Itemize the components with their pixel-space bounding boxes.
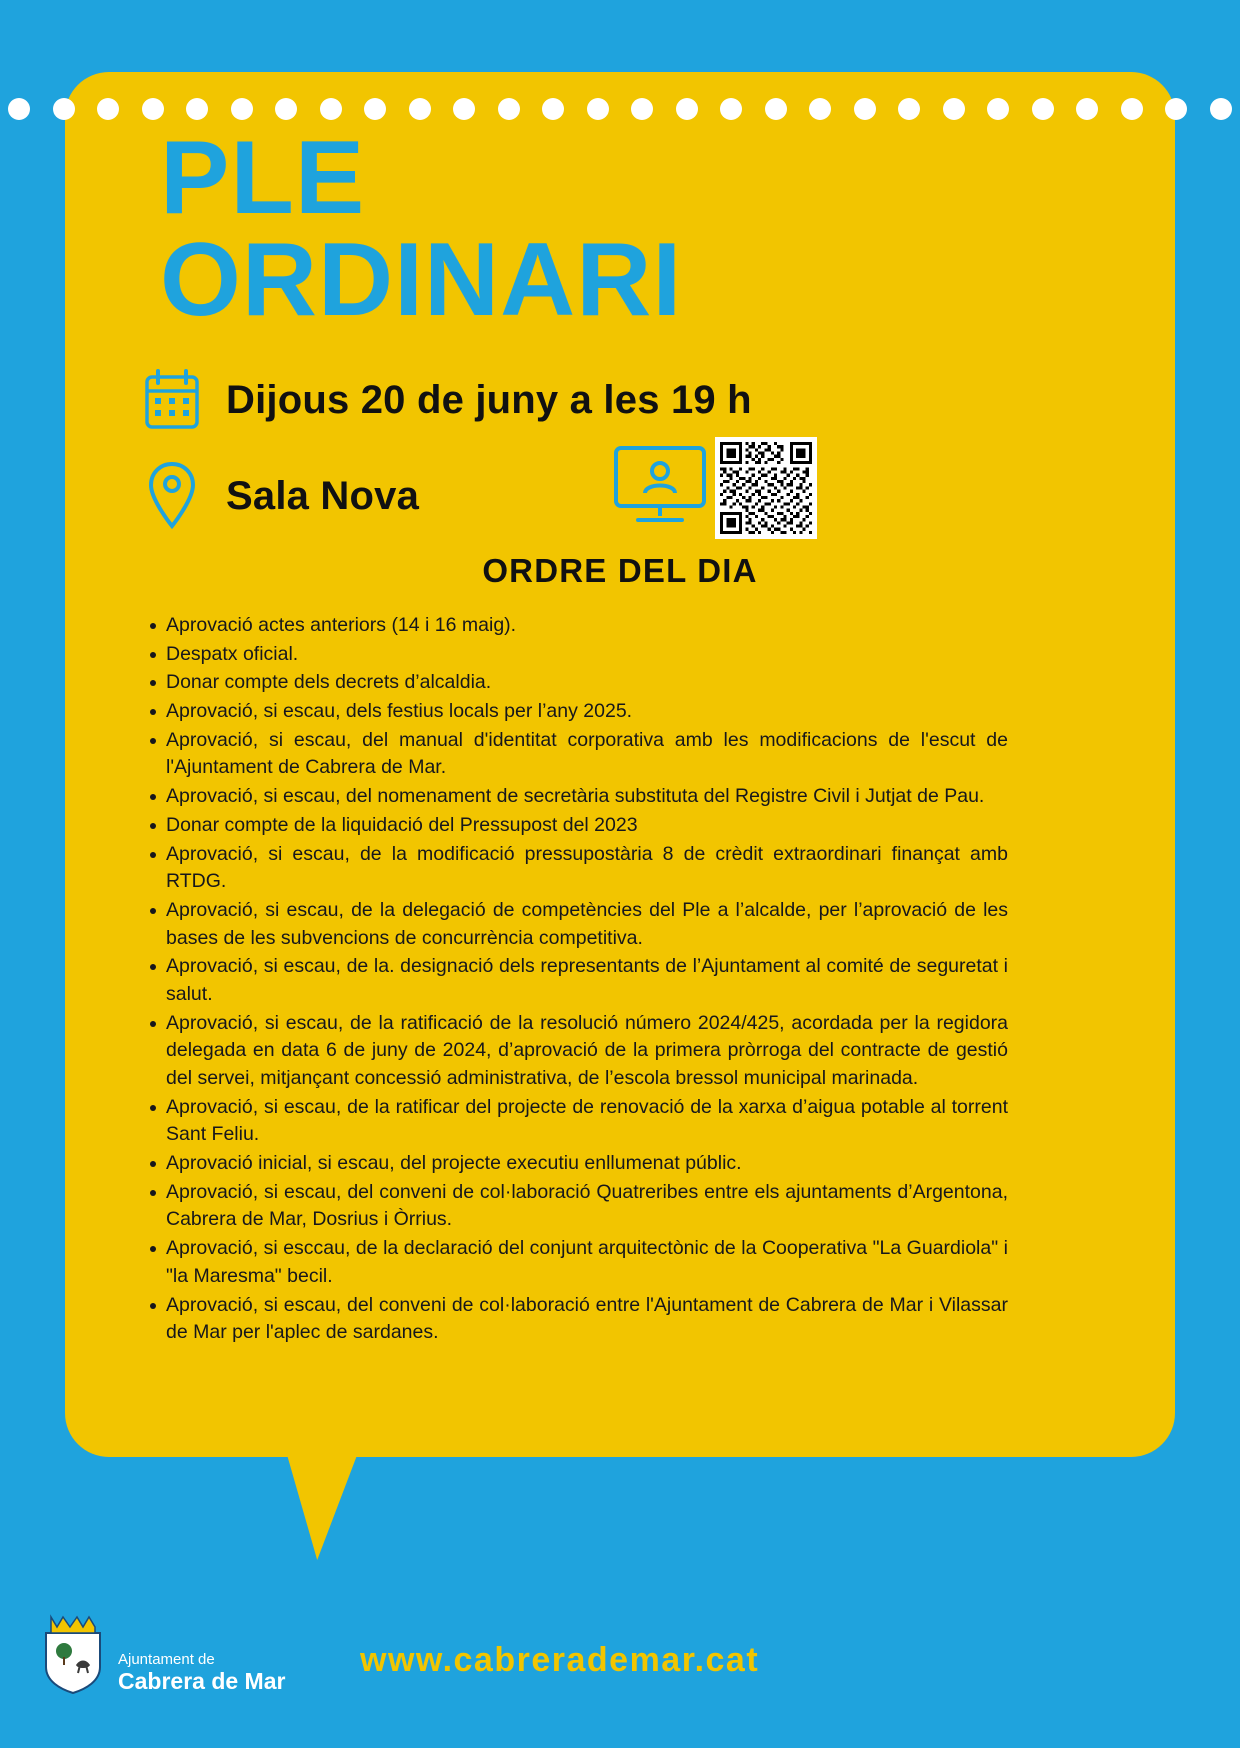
- list-item: Donar compte de la liquidació del Pressupost del 2023: [150, 812, 1008, 840]
- list-item: Aprovació inicial, si escau, del projecte executiu enllumenat públic.: [150, 1150, 1008, 1178]
- dot: [320, 98, 342, 120]
- list-item: Aprovació, si escau, del conveni de col·laboració entre l'Ajuntament de Cabrera de Mar i Vilassar de Mar per l'aplec de sardanes.: [150, 1292, 1008, 1347]
- list-item: Aprovació, si escau, de la modificació pressupostària 8 de crèdit extraordinari finançat amb RTDG.: [150, 841, 1008, 896]
- list-item: Aprovació, si escau, dels festius locals per l’any 2025.: [150, 698, 1008, 726]
- organization-title: Cabrera de Mar: [118, 1667, 286, 1694]
- organization-prefix: Ajuntament de: [118, 1651, 215, 1669]
- footer: [0, 1558, 1240, 1748]
- dot: [275, 98, 297, 120]
- dot: [1076, 98, 1098, 120]
- dot: [898, 98, 920, 120]
- dot: [453, 98, 475, 120]
- dot: [1210, 98, 1232, 120]
- dot: [97, 98, 119, 120]
- list-item: Aprovació, si escau, de la ratificar del projecte de renovació de la xarxa d’aigua potable al torrent Sant Feliu.: [150, 1094, 1008, 1149]
- dot: [1032, 98, 1054, 120]
- list-item: Aprovació, si escau, de la. designació dels representants de l’Ajuntament al comité de seguretat i salut.: [150, 953, 1008, 1008]
- qr-code[interactable]: [715, 437, 817, 539]
- dot: [987, 98, 1009, 120]
- list-item: Despatx oficial.: [150, 641, 1008, 669]
- dot: [1121, 98, 1143, 120]
- decorative-dot-row: [0, 98, 1240, 120]
- list-item: Aprovació, si escau, del nomenament de secretària substituta del Registre Civil i Jutjat de Pau.: [150, 783, 1008, 811]
- dot: [542, 98, 564, 120]
- dot: [765, 98, 787, 120]
- list-item: Aprovació, si escau, de la ratificació de la resolució número 2024/425, acordada per la regidora delegada en data 6 de juny de 2024, d’aprovació de la primera pròrroga del contracte de gestió del servei, mitjançant concessió administrativa, de l’escola bressol municipal marinada.: [150, 1010, 1008, 1093]
- dot: [231, 98, 253, 120]
- list-item: Aprovació, si escau, de la delegació de competències del Ple a l’alcalde, per l’aprovació de les bases de les subvencions de concurrència competitiva.: [150, 897, 1008, 952]
- calendar-icon: [140, 362, 204, 438]
- dot: [587, 98, 609, 120]
- location-pin-icon: [140, 458, 204, 534]
- dot: [498, 98, 520, 120]
- dot: [8, 98, 30, 120]
- list-item: Donar compte dels decrets d’alcaldia.: [150, 669, 1008, 697]
- event-place-row: [140, 458, 419, 534]
- agenda-list: [128, 612, 1008, 1348]
- page-title: [160, 120, 1060, 338]
- organization-name: [118, 1652, 285, 1700]
- dot: [53, 98, 75, 120]
- dot: [809, 98, 831, 120]
- dot: [1165, 98, 1187, 120]
- cabrera-de-mar-coat-of-arms-icon: [40, 1611, 106, 1700]
- list-item: Aprovació actes anteriors (14 i 16 maig).: [150, 612, 1008, 640]
- list-item: Aprovació, si escau, del conveni de col·laboració Quatreribes entre els ajuntaments d’Argentona, Cabrera de Mar, Dosrius i Òrrius.: [150, 1179, 1008, 1234]
- agenda-heading: ORDRE DEL DIA: [482, 552, 758, 589]
- dot: [364, 98, 386, 120]
- dot: [676, 98, 698, 120]
- dot: [186, 98, 208, 120]
- list-item: Aprovació, si esccau, de la declaració del conjunt arquitectònic de la Cooperativa "La Guardiola" i "la Maresma" becil.: [150, 1235, 1008, 1290]
- online-meeting-icon: [612, 445, 708, 532]
- event-date-text: Dijous 20 de juny a les 19 h: [226, 377, 752, 422]
- organization-logo: [40, 1611, 285, 1700]
- dot: [720, 98, 742, 120]
- list-item: Aprovació, si escau, del manual d'identitat corporativa amb les modificacions de l'escut de l'Ajuntament de Cabrera de Mar.: [150, 727, 1008, 782]
- website-link[interactable]: www.cabrerademar.cat: [360, 1641, 760, 1679]
- event-date-row: [140, 362, 752, 438]
- event-place-text: Sala Nova: [226, 473, 420, 518]
- title-line-2: ORDINARI: [160, 221, 683, 338]
- dot: [943, 98, 965, 120]
- dot: [409, 98, 431, 120]
- speech-bubble-tail: [283, 1440, 397, 1560]
- dot: [854, 98, 876, 120]
- title-line-1: PLE: [160, 120, 366, 236]
- dot: [142, 98, 164, 120]
- dot: [631, 98, 653, 120]
